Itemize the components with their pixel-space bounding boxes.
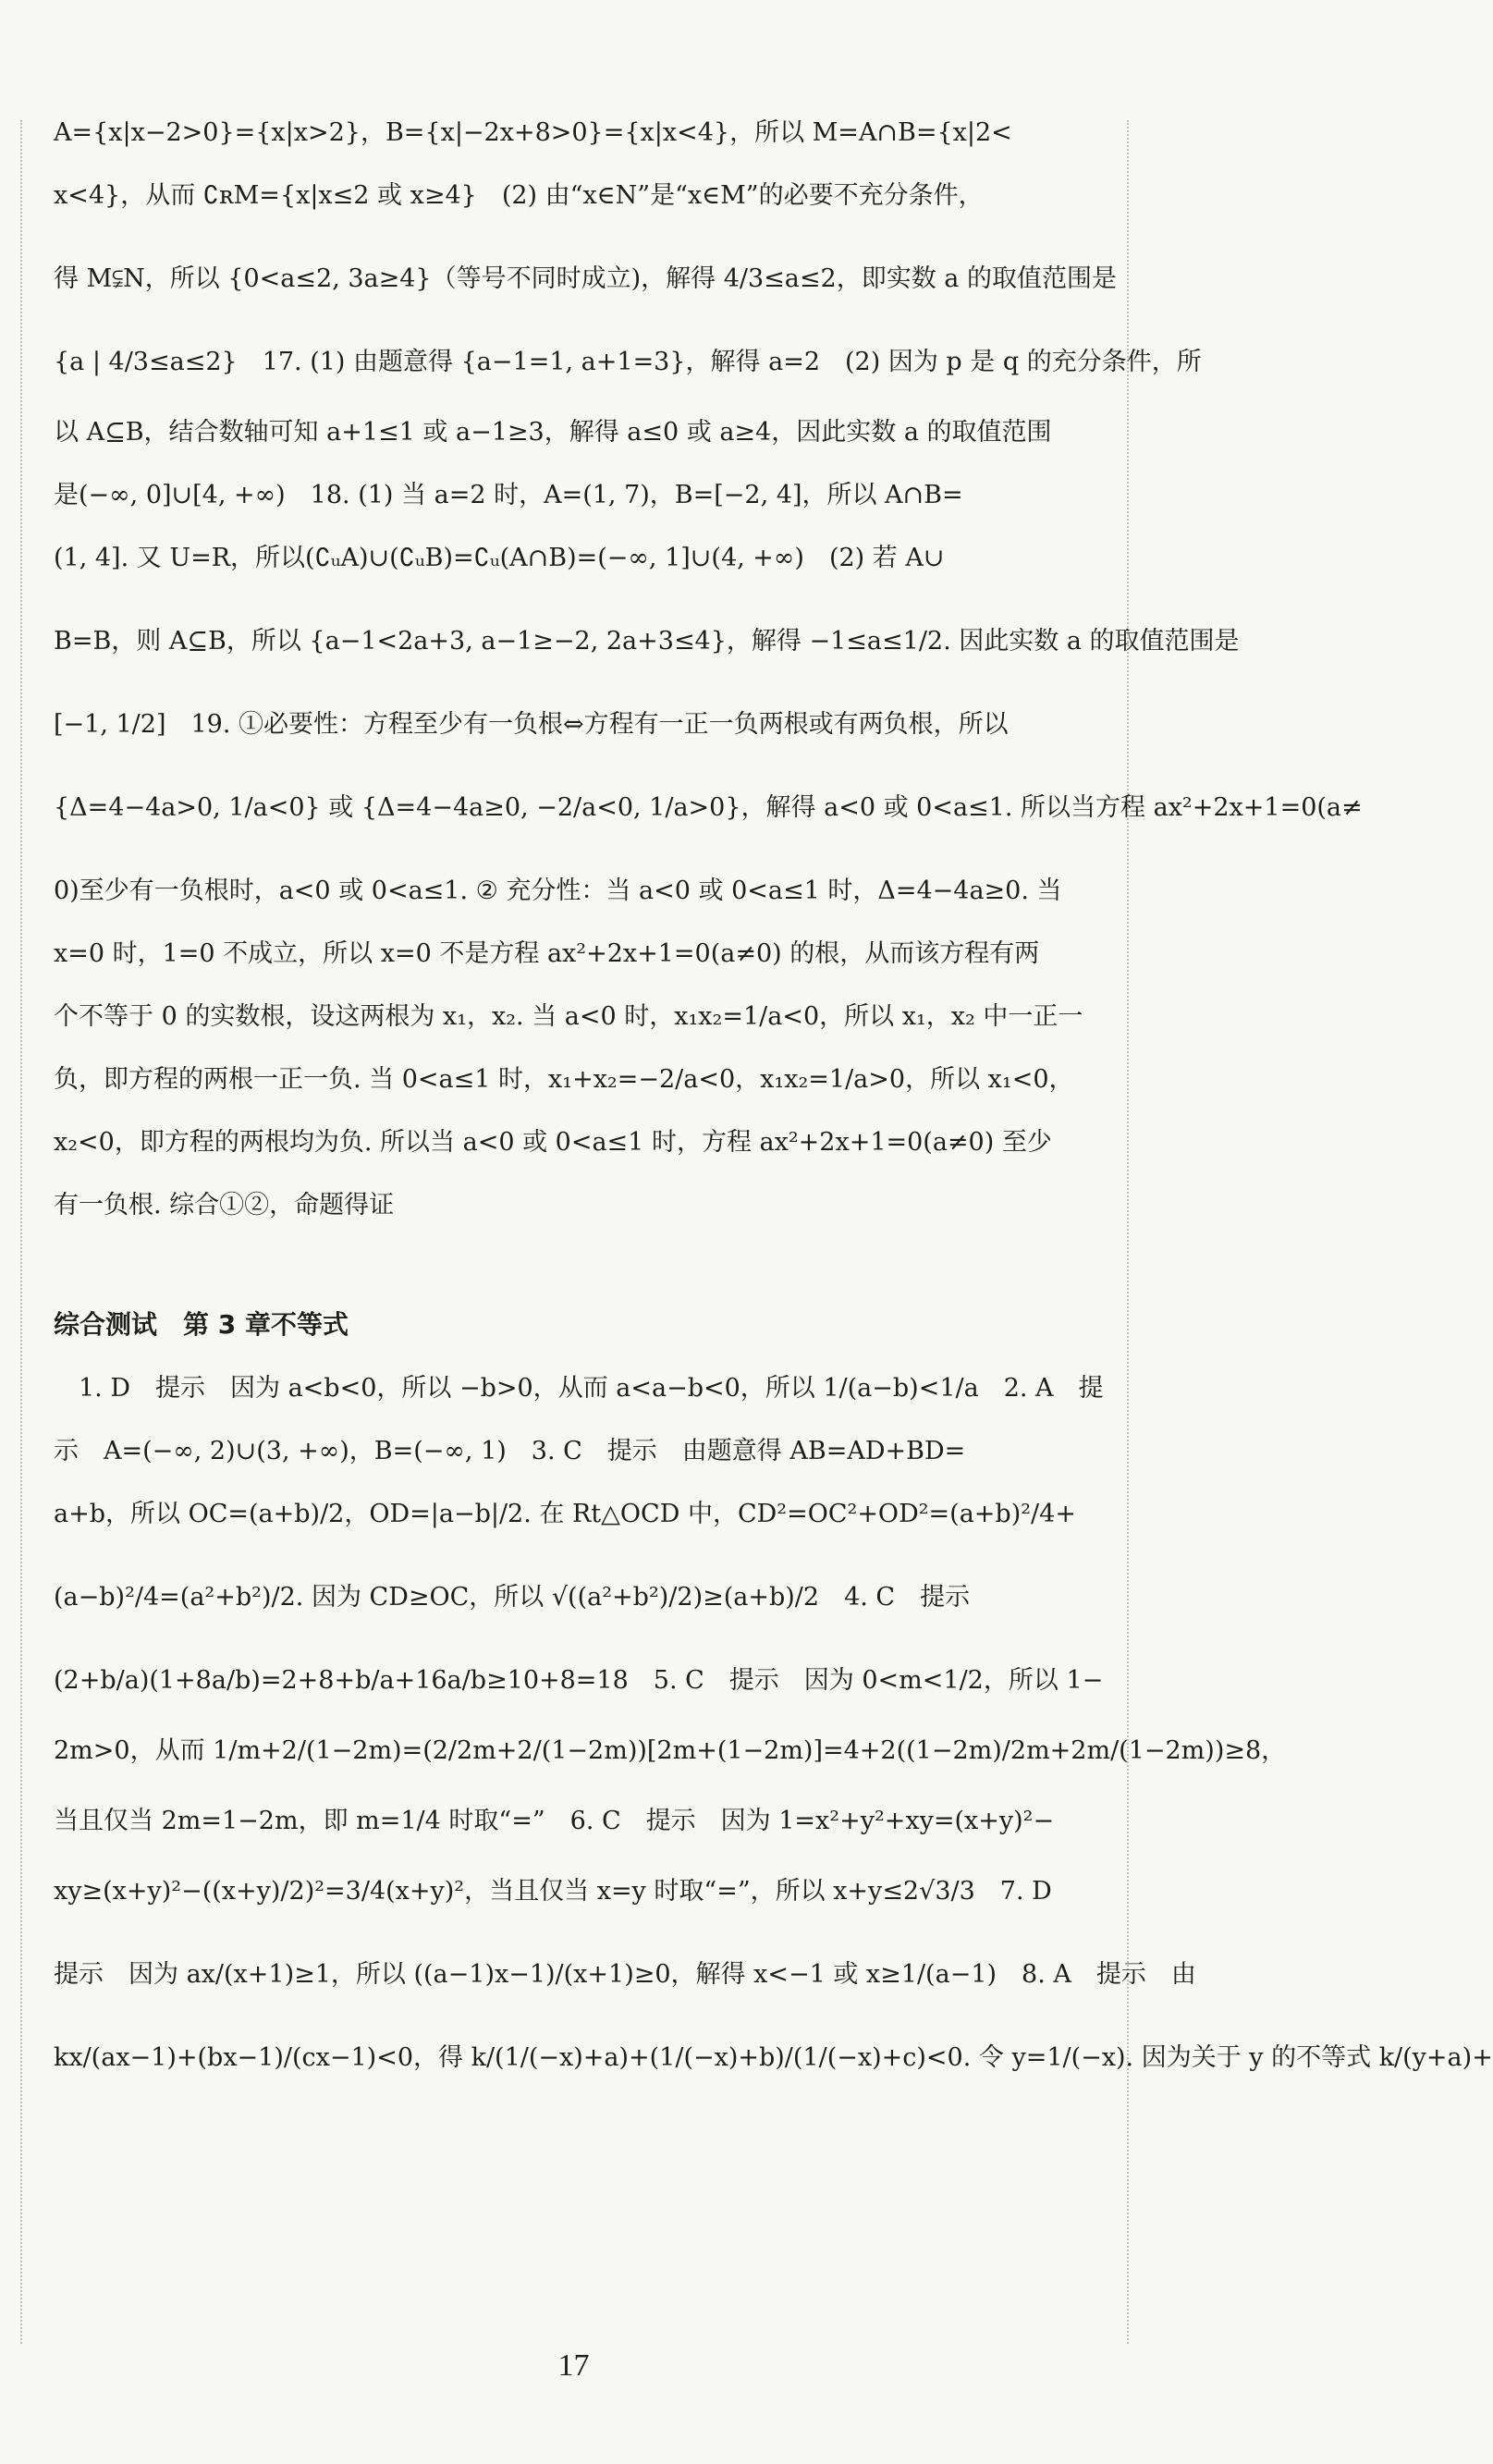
text-line: 以 A⊆B，结合数轴可知 a+1≤1 或 a−1≥3，解得 a≤0 或 a≥4，因此实数 a 的取值范围 bbox=[54, 418, 1052, 447]
text-line: 有一负根. 综合①②，命题得证 bbox=[54, 1191, 395, 1220]
text-line: (1, 4]. 又 U=R，所以(∁ᵤA)∪(∁ᵤB)=∁ᵤ(A∩B)=(−∞, 1]∪(4, +∞) (2) 若 A∪ bbox=[54, 544, 945, 572]
text-line: 提示 因为 ax/(x+1)≥1，所以 ((a−1)x−1)/(x+1)≥0，解得 x<−1 或 x≥1/(a−1) 8. A 提示 由 bbox=[54, 1960, 1196, 1989]
text-line: A={x|x−2>0}={x|x>2}，B={x|−2x+8>0}={x|x<4}，所以 M=A∩B={x|2< bbox=[54, 118, 1012, 147]
text-line: x=0 时，1=0 不成立，所以 x=0 不是方程 ax²+2x+1=0(a≠0) 的根，从而该方程有两 bbox=[54, 939, 1040, 968]
text-line: B=B，则 A⊆B，所以 {a−1<2a+3, a−1≥−2, 2a+3≤4}，解得 −1≤a≤1/2. 因此实数 a 的取值范围是 bbox=[54, 627, 1240, 656]
text-line: 个不等于 0 的实数根，设这两根为 x₁，x₂. 当 a<0 时，x₁x₂=1/a<0，所以 x₁，x₂ 中一正一 bbox=[54, 1002, 1083, 1031]
answer-content bbox=[54, 116, 1493, 2076]
text-line: {a | 4/3≤a≤2} 17. (1) 由题意得 {a−1=1, a+1=3}，解得 a=2 (2) 因为 p 是 q 的充分条件，所 bbox=[54, 348, 1202, 376]
text-line: 是(−∞, 0]∪[4, +∞) 18. (1) 当 a=2 时，A=(1, 7)，B=[−2, 4]，所以 A∩B= bbox=[54, 481, 963, 509]
text-line: {Δ=4−4a>0, 1/a<0} 或 {Δ=4−4a≥0, −2/a<0, 1/a>0}，解得 a<0 或 0<a≤1. 所以当方程 ax²+2x+1=0(a≠ bbox=[54, 793, 1363, 822]
text-line: x₂<0，即方程的两根均为负. 所以当 a<0 或 0<a≤1 时，方程 ax²+2x+1=0(a≠0) 至少 bbox=[54, 1128, 1052, 1157]
text-line: a+b，所以 OC=(a+b)/2，OD=|a−b|/2. 在 Rt△OCD 中，CD²=OC²+OD²=(a+b)²/4+ bbox=[54, 1500, 1076, 1528]
text-line: (a−b)²/4=(a²+b²)/2. 因为 CD≥OC，所以 √((a²+b²)/2)≥(a+b)/2 4. C 提示 bbox=[54, 1583, 971, 1612]
text-line: kx/(ax−1)+(bx−1)/(cx−1)<0，得 k/(1/(−x)+a)+(1/(−x)+b)/(1/(−x)+c)<0. 令 y=1/(−x). 因为关于 y 的不等式 k/(y+a)+ bbox=[54, 2043, 1493, 2072]
text-line: (2+b/a)(1+8a/b)=2+8+b/a+16a/b≥10+8=18 5. C 提示 因为 0<m<1/2，所以 1− bbox=[54, 1666, 1104, 1695]
text-line: 1. D 提示 因为 a<b<0，所以 −b>0，从而 a<a−b<0，所以 1/(a−b)<1/a 2. A 提 bbox=[54, 1374, 1104, 1403]
text-line: 2m>0，从而 1/m+2/(1−2m)=(2/2m+2/(1−2m))[2m+(1−2m)]=4+2((1−2m)/2m+2m/(1−2m))≥8， bbox=[54, 1736, 1287, 1765]
page-number: 17 bbox=[557, 2348, 590, 2383]
text-line: 负，即方程的两根一正一负. 当 0<a≤1 时，x₁+x₂=−2/a<0，x₁x₂=1/a>0，所以 x₁<0， bbox=[54, 1065, 1074, 1094]
text-line: 当且仅当 2m=1−2m，即 m=1/4 时取“=” 6. C 提示 因为 1=x²+y²+xy=(x+y)²− bbox=[54, 1807, 1055, 1835]
text-line: 示 A=(−∞, 2)∪(3, +∞)，B=(−∞, 1) 3. C 提示 由题意得 AB=AD+BD= bbox=[54, 1437, 966, 1465]
text-line: 0)至少有一负根时，a<0 或 0<a≤1. ② 充分性：当 a<0 或 0<a≤1 时，Δ=4−4a≥0. 当 bbox=[54, 876, 1062, 905]
left-margin-rule bbox=[20, 120, 22, 2344]
section-title: 综合测试 第 3 章不等式 bbox=[54, 1309, 349, 1340]
text-line: [−1, 1/2] 19. ①必要性：方程至少有一负根⇔方程有一正一负两根或有两负根，所以 bbox=[54, 710, 1009, 739]
right-margin-rule bbox=[1127, 120, 1129, 2344]
text-line: xy≥(x+y)²−((x+y)/2)²=3/4(x+y)²，当且仅当 x=y 时取“=”，所以 x+y≤2√3/3 7. D bbox=[54, 1877, 1052, 1906]
text-line: x<4}，从而 ∁ʀM={x|x≤2 或 x≥4} (2) 由“x∈N”是“x∈M”的必要不充分条件， bbox=[54, 181, 984, 210]
text-line: 得 M⫋N，所以 {0<a≤2, 3a≥4}（等号不同时成立)，解得 4/3≤a≤2，即实数 a 的取值范围是 bbox=[54, 264, 1117, 293]
